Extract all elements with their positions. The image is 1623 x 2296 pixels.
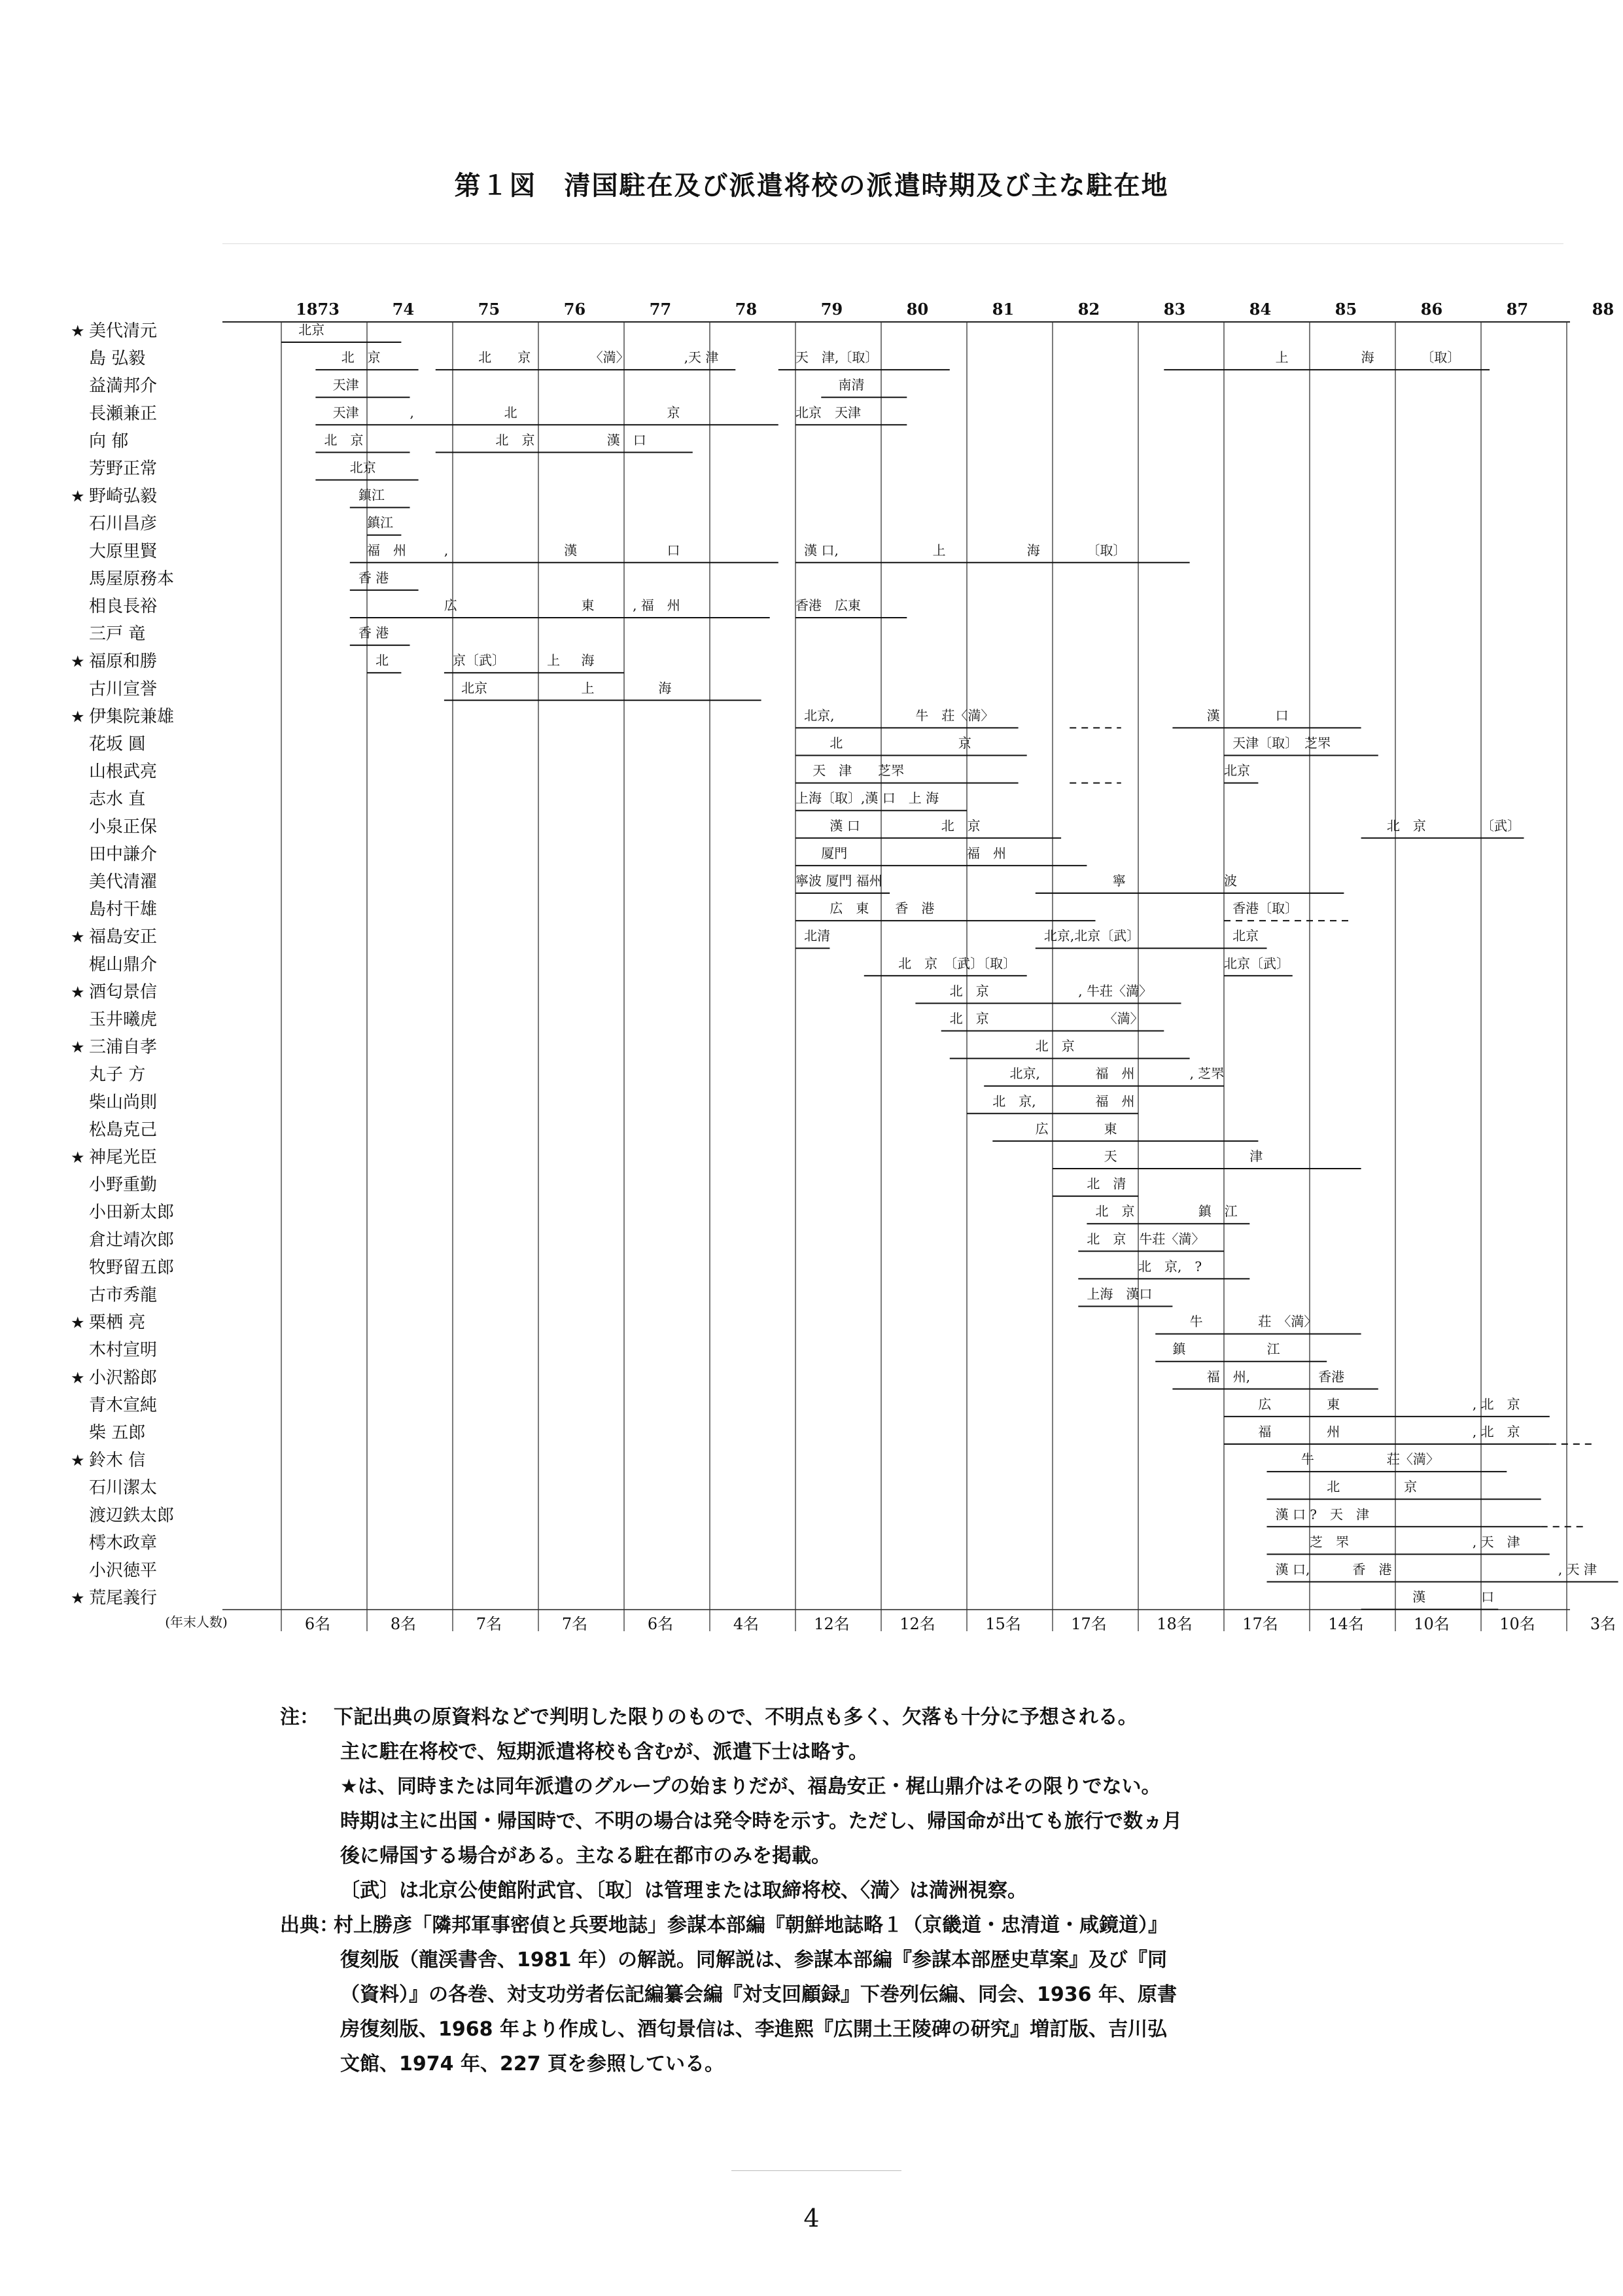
posting-city-label: 上 — [1275, 349, 1289, 366]
officer-name: 福島安正 — [89, 927, 158, 947]
officer-name: 志水 直 — [89, 789, 146, 809]
note-line — [280, 2047, 1431, 2081]
star-marker: ★ — [71, 1368, 85, 1387]
posting-city-label: 北京 — [461, 680, 488, 696]
posting-city-label: , 北 京 — [1472, 1424, 1520, 1439]
posting-city-label: 福 — [1258, 1424, 1272, 1439]
posting-city-label: 天津〔取〕 芝罘 — [1232, 735, 1331, 751]
posting-city-label: , — [444, 542, 449, 558]
posting-city-label: 北 京 牛荘〈満〉 — [1087, 1231, 1205, 1247]
note-line — [280, 1908, 1431, 1943]
officer-name: 酒匂景信 — [89, 982, 158, 1002]
posting-city-label: 北京, — [804, 707, 835, 724]
posting-city-label: 広 — [1035, 1120, 1049, 1137]
year-label: 86 — [1420, 300, 1443, 319]
officer-name: 山根武亮 — [89, 762, 158, 782]
star-marker: ★ — [71, 707, 85, 726]
posting-city-label: 東 — [1104, 1120, 1117, 1137]
officer-name: 柴 五郎 — [89, 1423, 146, 1443]
posting-city-label: 北 京 — [478, 349, 531, 366]
posting-city-label: 北 京, — [992, 1093, 1036, 1109]
note-label: 注： — [280, 1706, 319, 1729]
posting-city-label: 香 港 — [1352, 1561, 1392, 1578]
posting-city-label: 北京 — [349, 459, 376, 476]
year-label: 75 — [478, 300, 500, 319]
officer-name: 伊集院兼雄 — [89, 707, 175, 727]
star-marker: ★ — [71, 652, 85, 671]
posting-city-label: 東 — [581, 597, 595, 613]
officer-name: 神尾光臣 — [89, 1148, 158, 1167]
officer-name: 小泉正保 — [89, 817, 158, 837]
year-label: 1873 — [296, 300, 340, 319]
year-end-count: 6名 — [647, 1615, 674, 1633]
note-text: 主に駐在将校で、短期派遣将校も含むが、派遣下士は略す。 — [340, 1740, 868, 1763]
posting-city-label: 波 — [1224, 873, 1237, 889]
posting-city-label: 香港 — [1318, 1368, 1345, 1385]
posting-city-label: 牛 荘〈満〉 — [915, 707, 994, 724]
posting-city-label: 漢 口 — [829, 817, 860, 834]
posting-city-label: 口 — [667, 542, 680, 558]
posting-city-label: 鎮江 — [358, 487, 385, 503]
officer-name: 大原里賢 — [89, 541, 158, 561]
officer-name: 美代清濯 — [89, 872, 158, 892]
year-end-count: 3名 — [1590, 1615, 1616, 1633]
posting-city-label: 北 京 〔武〕〔取〕 — [898, 955, 1017, 972]
star-marker: ★ — [71, 487, 85, 506]
posting-city-label: 北 京 — [1386, 817, 1426, 834]
page-number: 4 — [803, 2204, 820, 2233]
officer-name: 玉井曦虎 — [89, 1010, 158, 1030]
posting-city-label: 北 — [375, 652, 389, 669]
officer-name: 島 弘毅 — [89, 349, 146, 369]
posting-city-label: 海 — [1026, 542, 1040, 558]
posting-city-label: 北 京 — [949, 983, 989, 999]
posting-city-label: 北京〔武〕 — [1224, 955, 1289, 972]
year-label: 77 — [649, 300, 672, 319]
posting-city-label: 芝 罘 — [1310, 1534, 1349, 1550]
posting-city-label: 北 京 — [495, 432, 535, 448]
posting-city-label: 北 — [1327, 1479, 1340, 1495]
note-line — [280, 1700, 1431, 1735]
posting-city-label: 広 東 香 港 — [829, 900, 935, 917]
posting-city-label: 〔武〕 — [1481, 817, 1520, 834]
note-line — [280, 1873, 1431, 1908]
posting-city-label: 香港〔取〕 — [1232, 900, 1299, 917]
officer-name: 野崎弘毅 — [89, 486, 158, 506]
star-marker: ★ — [71, 1589, 85, 1608]
posting-city-label: 福 州 — [1095, 1093, 1135, 1109]
year-label: 83 — [1163, 300, 1186, 319]
officer-name: 鈴木 信 — [89, 1451, 146, 1471]
officer-name: 古市秀龍 — [89, 1285, 158, 1305]
star-marker: ★ — [71, 1038, 85, 1057]
year-label: 82 — [1077, 300, 1100, 319]
posting-city-label: 口 — [1275, 707, 1289, 724]
posting-city-label: 京〔武〕 — [453, 652, 505, 669]
posting-city-label: 寧波 厦門 福州 — [795, 873, 882, 889]
officer-name: 木村宣明 — [89, 1340, 158, 1360]
note-text: 下記出典の原資料などで判明した限りのもので、不明点も多く、欠落も十分に予想される。 — [334, 1706, 1138, 1729]
posting-city-label: 漢 — [1412, 1589, 1426, 1605]
posting-city-label: 京 — [667, 404, 680, 421]
officer-name: 倉辻靖次郎 — [89, 1230, 175, 1250]
posting-city-label: 天 津 芝罘 — [812, 762, 905, 779]
posting-city-label: 北 — [504, 404, 517, 421]
posting-city-label: 〈満〉 — [589, 349, 629, 366]
posting-city-label: 南清 — [838, 377, 865, 393]
officer-name: 小野重勤 — [89, 1175, 158, 1195]
posting-city-label: 牛 — [1300, 1451, 1314, 1468]
officer-name: 福原和勝 — [89, 652, 158, 672]
officer-name: 向 郁 — [89, 431, 129, 451]
posting-city-label: 広 — [1258, 1396, 1272, 1412]
officer-name: 三戸 竜 — [89, 624, 146, 645]
posting-city-label: 漢 口 — [606, 432, 646, 448]
officer-name: 三浦自孝 — [89, 1037, 158, 1057]
posting-city-label: 北 京 — [1095, 1203, 1135, 1220]
officer-name: 樗木政章 — [89, 1533, 158, 1553]
posting-city-label: 京 — [1404, 1479, 1418, 1495]
posting-city-label: , 北 京 — [1472, 1396, 1520, 1412]
year-label: 78 — [735, 300, 758, 319]
posting-city-label: 上海〔取〕,漢 口 上 海 — [795, 790, 939, 806]
officer-name: 古川宣誉 — [89, 679, 158, 699]
year-end-count: 12名 — [814, 1615, 850, 1633]
year-end-count: 10名 — [1414, 1615, 1450, 1633]
footer-rule — [731, 2170, 901, 2171]
posting-city-label: 〔取〕 — [1421, 349, 1461, 366]
posting-city-label: 福 州 — [967, 845, 1006, 861]
posting-city-label: ,天 津 — [684, 349, 719, 366]
note-line — [280, 1977, 1431, 2012]
posting-city-label: 〈満〉 — [1104, 1010, 1143, 1027]
officer-name: 芳野正常 — [89, 459, 158, 479]
officer-name: 牧野留五郎 — [89, 1258, 175, 1278]
note-text: （資料）』の各巻、対支功労者伝記編纂会編『対支回顧録』下巻列伝編、同会、1936 年、原書 — [340, 1983, 1177, 2006]
posting-city-label: 荘〈満〉 — [1386, 1451, 1439, 1468]
posting-city-label: 漢 口 ? 天 津 — [1275, 1506, 1370, 1523]
posting-city-label: 厦門 — [821, 845, 848, 861]
star-marker: ★ — [71, 983, 85, 1002]
note-text: 後に帰国する場合がある。主なる駐在都市のみを掲載。 — [340, 1845, 831, 1867]
officer-name: 梶山鼎介 — [89, 955, 158, 975]
officer-name: 小田新太郎 — [89, 1203, 175, 1223]
posting-city-label: 北 京 — [941, 817, 981, 834]
posting-city-label: 海 — [581, 652, 595, 669]
notes-block — [280, 1700, 1431, 2081]
posting-city-label: 漢 — [1206, 707, 1220, 724]
note-line — [280, 1804, 1431, 1839]
year-end-count: 15名 — [985, 1615, 1021, 1633]
posting-city-label: , 天 津 — [1558, 1561, 1597, 1578]
officer-name: 馬屋原務本 — [89, 569, 175, 589]
year-end-count: 10名 — [1499, 1615, 1535, 1633]
posting-city-label: , — [410, 404, 414, 421]
posting-city-label: 香 港 — [358, 625, 389, 641]
posting-city-label: 北 京 — [341, 349, 381, 366]
posting-city-label: 北京 天津 — [795, 404, 861, 421]
posting-city-label: 上 — [581, 680, 595, 696]
posting-city-label: 漢 口, — [1275, 1561, 1310, 1578]
year-label: 76 — [563, 300, 586, 319]
note-line — [280, 1735, 1431, 1769]
officer-name: 石川昌彦 — [89, 514, 158, 534]
posting-city-label: 天津 — [332, 404, 359, 421]
posting-city-label: 上 — [932, 542, 946, 558]
posting-city-label: 香港 広東 — [795, 597, 861, 613]
note-text: ★は、同時または同年派遣のグループの始まりだが、福島安正・梶山鼎介はその限りでない。 — [340, 1775, 1161, 1798]
posting-city-label: 北京, — [1009, 1065, 1040, 1082]
note-line — [280, 2012, 1431, 2047]
star-marker: ★ — [71, 1313, 85, 1332]
officer-name: 荒尾義行 — [89, 1588, 158, 1608]
posting-city-label: 広 — [444, 597, 457, 613]
officer-name: 益満邦介 — [89, 376, 158, 397]
posting-city-label: 京 — [958, 735, 971, 751]
posting-city-label: 鎮 — [1172, 1341, 1186, 1357]
year-label: 88 — [1592, 300, 1614, 319]
star-marker: ★ — [71, 928, 85, 947]
posting-city-label: 鎮 江 — [1198, 1203, 1238, 1220]
year-end-count: 12名 — [899, 1615, 935, 1633]
year-end-count: 17名 — [1242, 1615, 1278, 1633]
figure-title: 第１図 清国駐在及び派遣将校の派遣時期及び主な駐在地 — [454, 171, 1169, 201]
posting-city-label: 北 京 — [1035, 1038, 1075, 1054]
posting-city-label: 福 州 — [1095, 1065, 1135, 1082]
year-label: 80 — [906, 300, 929, 319]
year-label: 84 — [1249, 300, 1272, 319]
officer-name: 田中謙介 — [89, 844, 158, 864]
posting-city-label: 荘 〈満〉 — [1258, 1313, 1318, 1330]
year-label: 81 — [992, 300, 1015, 319]
officer-name: 青木宣純 — [89, 1395, 158, 1415]
year-label: 79 — [820, 300, 843, 319]
posting-city-label: 北 清 — [1087, 1176, 1126, 1192]
posting-city-label: 上海 漢口 — [1087, 1286, 1153, 1302]
posting-city-label: , 牛荘〈満〉 — [1078, 983, 1153, 999]
posting-city-label: 天津 — [332, 377, 359, 393]
officer-name: 柴山尚則 — [89, 1092, 158, 1112]
star-marker: ★ — [71, 1451, 85, 1470]
year-end-count: 17名 — [1071, 1615, 1107, 1633]
posting-city-label: 寧 — [1112, 873, 1126, 889]
posting-city-label: 上 — [547, 652, 561, 669]
note-text: 時期は主に出国・帰国時で、不明の場合は発令時を示す。ただし、帰国命が出ても旅行で数ヵ月 — [340, 1810, 1182, 1833]
note-text: 〔武〕は北京公使館附武官、〔取〕は管理または取締将校、〈満〉は満洲視察。 — [340, 1879, 1027, 1902]
star-marker: ★ — [71, 1148, 85, 1167]
posting-city-label: , 芝罘 — [1189, 1065, 1225, 1082]
year-label: 74 — [392, 300, 415, 319]
posting-city-label: 鎮江 — [367, 514, 393, 531]
year-end-count: 7名 — [561, 1615, 588, 1633]
posting-city-label: 北 京, ? — [1138, 1258, 1202, 1275]
posting-city-label: 香 港 — [358, 569, 389, 586]
posting-city-label: 北 京 — [324, 432, 364, 448]
year-end-count: 7名 — [476, 1615, 502, 1633]
year-end-count: 14名 — [1328, 1615, 1364, 1633]
officer-name: 小沢徳平 — [89, 1561, 158, 1581]
officer-name: 小沢豁郎 — [89, 1368, 158, 1388]
year-end-count: 4名 — [733, 1615, 759, 1633]
note-line — [280, 1839, 1431, 1873]
posting-city-label: 東 — [1327, 1396, 1340, 1412]
officer-name: 島村干雄 — [89, 900, 158, 920]
officer-name: 相良長裕 — [89, 597, 158, 616]
posting-city-label: 牛 — [1189, 1313, 1203, 1330]
posting-city-label: 北清 — [804, 928, 831, 944]
posting-city-label: 津 — [1249, 1148, 1263, 1164]
note-text: 房復刻版、1968 年より作成し、酒匂景信は、李進熙『広開土王陵碑の研究』増訂版、吉川弘 — [340, 2018, 1167, 2041]
posting-city-label: 福 州, — [1206, 1368, 1251, 1385]
posting-city-label: 州 — [1327, 1424, 1340, 1439]
officer-name: 栗栖 亮 — [89, 1313, 146, 1333]
year-end-count: 18名 — [1157, 1615, 1193, 1633]
posting-city-label: 海 — [1361, 349, 1374, 366]
posting-city-label: 天 津,〔取〕 — [795, 349, 879, 366]
posting-city-label: 海 — [658, 680, 672, 696]
officer-name: 渡辺鉄太郎 — [89, 1506, 175, 1526]
officer-name: 松島克己 — [89, 1120, 158, 1140]
year-label: 85 — [1335, 300, 1357, 319]
posting-city-label: 漢 口, — [804, 542, 839, 558]
posting-city-label: , 福 州 — [633, 597, 680, 613]
posting-city-label: 北京,北京〔武〕 — [1043, 928, 1140, 944]
star-marker: ★ — [71, 322, 85, 340]
posting-city-label: 福 州 — [367, 542, 406, 558]
posting-city-label: 江 — [1266, 1341, 1280, 1357]
posting-city-label: , 天 津 — [1472, 1534, 1520, 1550]
posting-city-label: 口 — [1481, 1589, 1494, 1605]
posting-city-label: 北 — [829, 735, 843, 751]
posting-city-label: 天 — [1104, 1148, 1117, 1164]
posting-city-label: 漢 — [564, 542, 578, 558]
year-end-label: (年末人数) — [165, 1614, 228, 1630]
year-label: 87 — [1506, 300, 1529, 319]
note-text: 文館、1974 年、227 頁を参照している。 — [340, 2053, 725, 2075]
posting-city-label: 北京 — [1232, 928, 1259, 944]
posting-city-label: 北京 — [1224, 762, 1250, 779]
note-text: 村上勝彦「隣邦軍事密偵と兵要地誌」参謀本部編『朝鮮地誌略１（京畿道・忠清道・咸鏡道）』 — [334, 1914, 1168, 1937]
posting-city-label: 〔取〕 — [1087, 542, 1126, 558]
officer-name: 石川潔太 — [89, 1478, 158, 1498]
officer-name: 美代清元 — [89, 321, 158, 341]
note-line — [280, 1769, 1431, 1804]
posting-city-label: 北 京 — [949, 1010, 989, 1027]
posting-city-label: 北京 — [298, 322, 325, 338]
officer-name: 長瀬兼正 — [89, 404, 158, 424]
year-end-count: 6名 — [304, 1615, 331, 1633]
year-end-count: 8名 — [390, 1615, 417, 1633]
note-text: 復刻版（龍渓書舎、1981 年）の解説。同解説は、参謀本部編『参謀本部歴史草案』及び『同 — [340, 1949, 1167, 1971]
note-label: 出典： — [280, 1914, 339, 1937]
officer-name: 丸子 方 — [89, 1065, 146, 1085]
note-line — [280, 1943, 1431, 1977]
officer-name: 花坂 圓 — [89, 734, 146, 754]
